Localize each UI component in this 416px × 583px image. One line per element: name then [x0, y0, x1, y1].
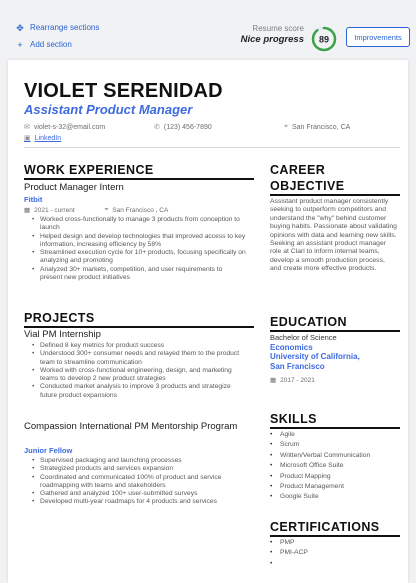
- resume-score-label: Resume score: [252, 24, 304, 33]
- project-subtitle[interactable]: Junior Fellow: [24, 446, 73, 455]
- job-title[interactable]: Product Manager Intern: [24, 182, 124, 193]
- job-dates: 2021 - current: [34, 206, 75, 214]
- list-item: • Streamlined execution cycle for 10+ products, focusing specifically on analyzing and promoting: [24, 249, 246, 266]
- certifications-rule: [270, 535, 400, 537]
- link-icon: ▣: [24, 135, 31, 142]
- contact-location-text: San Francisco, CA: [291, 123, 351, 131]
- list-item: • Conducted market analysis to improve 3 products and strategize future product expansions: [24, 383, 246, 400]
- list-item: • Analyzed 30+ markets, competition, and user requirements to present new product initiatives: [24, 266, 246, 283]
- calendar-icon: ▦: [24, 207, 31, 214]
- projects-rule: [24, 326, 254, 328]
- plus-icon: +: [17, 39, 23, 50]
- project-bullets: [24, 342, 246, 400]
- linkedin-label: LinkedIn: [34, 134, 62, 142]
- education-school[interactable]: [270, 352, 360, 371]
- list-item: • Worked with cross-functional engineering, design, and marketing teams to develop 2 new product strategies: [24, 367, 246, 384]
- add-section-label: Add section: [30, 40, 72, 49]
- resume-score: [240, 24, 304, 45]
- resume-document: [8, 60, 408, 583]
- career-objective-heading[interactable]: [270, 162, 344, 194]
- header-divider: [24, 147, 400, 148]
- list-item[interactable]: • Microsoft Office Suite: [270, 461, 398, 471]
- education-school-line1: University of California,: [270, 352, 360, 361]
- list-item: • Helped design and develop technologies that improved access to key information, increasing efficiency by 58%: [24, 233, 246, 250]
- skills-rule: [270, 427, 400, 429]
- location-pin-icon: ⌖: [284, 123, 288, 130]
- education-rule: [270, 330, 400, 332]
- list-item[interactable]: • PMP: [270, 538, 398, 548]
- work-experience-heading[interactable]: WORK EXPERIENCE: [24, 163, 154, 177]
- list-item[interactable]: • Product Management: [270, 482, 398, 492]
- calendar-icon: ▦: [270, 377, 277, 384]
- certifications-heading[interactable]: CERTIFICATIONS: [270, 520, 380, 534]
- education-dates: 2017 - 2021: [280, 376, 315, 384]
- job-bullets: [24, 216, 246, 282]
- career-objective-text[interactable]: Assistant product manager consistently seeking to outperform competitors and understand the "why" behind customer buying habits. Passionate about validating opinions with data and learning new skills. Seeking an assistant product manager role at Clari to inform internal teams, develop a smooth production process, and create more effective products.: [270, 198, 397, 273]
- contact-location[interactable]: [284, 123, 350, 131]
- location-pin-icon: ⌖: [104, 206, 109, 213]
- resume-role[interactable]: Assistant Product Manager: [24, 102, 193, 117]
- skills-list: [270, 430, 398, 503]
- project-bullets: [24, 457, 246, 507]
- linkedin-link[interactable]: [24, 134, 61, 142]
- education-field[interactable]: Economics: [270, 343, 313, 352]
- career-objective-heading-line1: CAREER: [270, 163, 326, 177]
- job-company[interactable]: Fitbit: [24, 195, 43, 204]
- list-item: • Worked cross-functionally to manage 3 products from conception to launch: [24, 216, 246, 233]
- education-degree[interactable]: Bachelor of Science: [270, 333, 337, 342]
- contact-email[interactable]: [24, 123, 105, 131]
- list-item: • Strategized products and services expansion: [24, 465, 246, 473]
- projects-heading[interactable]: PROJECTS: [24, 311, 95, 325]
- education-school-line2: San Francisco: [270, 361, 325, 371]
- list-item: • Gathered and analyzed 100+ user-submitted surveys: [24, 490, 246, 498]
- skills-heading[interactable]: SKILLS: [270, 412, 317, 426]
- list-item: • Defined 8 key metrics for product success: [24, 342, 246, 350]
- list-item[interactable]: • PMI-ACP: [270, 548, 398, 558]
- contact-phone[interactable]: [154, 123, 212, 131]
- move-arrows-icon: ✥: [16, 22, 24, 33]
- resume-name[interactable]: VIOLET SERENIDAD: [24, 80, 223, 102]
- list-item[interactable]: • Written/Verbal Communication: [270, 451, 398, 461]
- education-meta: [270, 376, 315, 384]
- education-heading[interactable]: EDUCATION: [270, 315, 347, 329]
- career-objective-heading-line2: OBJECTIVE: [270, 179, 345, 193]
- list-item: • Developed multi-year roadmaps for 4 products and services: [24, 498, 246, 506]
- improvements-button[interactable]: Improvements: [346, 27, 410, 47]
- list-item: • Understood 300+ consumer needs and relayed them to the product team to streamline communication: [24, 350, 246, 367]
- list-item[interactable]: • Agile: [270, 430, 398, 440]
- career-objective-rule: [270, 194, 400, 196]
- certifications-list: [270, 538, 398, 559]
- email-icon: ✉: [24, 124, 30, 131]
- list-item: • Supervised packaging and launching processes: [24, 457, 246, 465]
- list-item: • Coordinated and communicated 100% of product and service roadmapping with teams and stakeholders: [24, 474, 246, 491]
- list-item[interactable]: • Product Mapping: [270, 472, 398, 482]
- add-section-button[interactable]: [16, 40, 72, 49]
- rearrange-sections-label: Rearrange sections: [30, 23, 100, 32]
- job-meta: [24, 206, 168, 214]
- project-title[interactable]: Compassion International PM Mentorship Program: [24, 421, 238, 432]
- editor-toolbar: [0, 0, 416, 58]
- phone-icon: ✆: [154, 124, 160, 131]
- job-location: San Francisco , CA: [112, 206, 169, 214]
- contact-email-text: violet-s-32@email.com: [33, 123, 106, 131]
- work-experience-rule: [24, 178, 254, 180]
- project-title[interactable]: Vial PM Internship: [24, 329, 101, 340]
- rearrange-sections-button[interactable]: [16, 23, 99, 32]
- score-ring: [311, 26, 337, 52]
- list-item[interactable]: • Scrum: [270, 440, 398, 450]
- contact-phone-text: (123) 456-7890: [163, 123, 212, 131]
- score-value: 89: [318, 34, 330, 45]
- list-item[interactable]: • Google Suite: [270, 492, 398, 502]
- resume-score-status: Nice progress: [240, 34, 304, 45]
